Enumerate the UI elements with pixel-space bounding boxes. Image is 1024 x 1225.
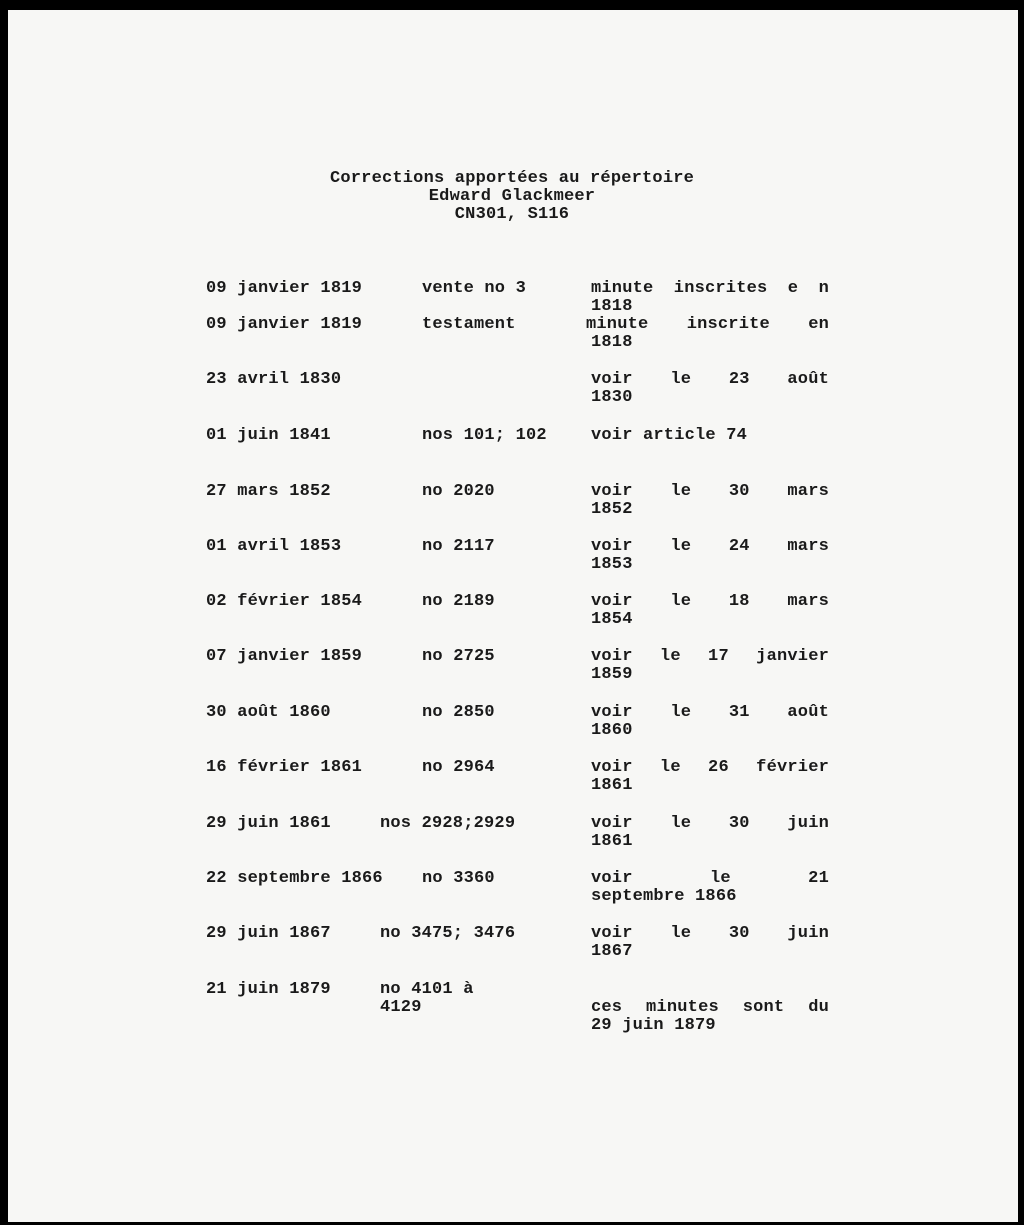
entry-note: [591, 870, 829, 906]
entry-ref: nos 2928;2929: [380, 814, 516, 833]
entry-date: 16 février 1861: [206, 758, 363, 777]
entry-note-line2: 1861: [591, 832, 633, 851]
entry-note-line2: 1818: [591, 297, 633, 316]
entry-note-line1: voir le 21: [591, 869, 829, 888]
entry-note-line1: voir le 30 mars: [591, 482, 829, 501]
document-title: Corrections apportées au répertoire: [329, 169, 695, 188]
entry-date: 07 janvier 1859: [206, 647, 363, 666]
entry-note-line1: voir le 30 juin: [591, 924, 829, 943]
entry-note-line2: 1861: [591, 776, 633, 795]
entry-date: 29 juin 1867: [206, 924, 331, 943]
entry-note-line1: voir article 74: [591, 426, 748, 445]
entry-ref: testament: [422, 315, 516, 334]
entry-note-line2: 29 juin 1879: [591, 1016, 716, 1035]
entry-note-line1: voir le 31 août: [591, 703, 829, 722]
document-author: Edward Glackmeer: [428, 187, 596, 206]
entry-date: 01 juin 1841: [206, 426, 331, 445]
entry-ref: no 4101 à: [380, 980, 474, 999]
entry-note-line2: 1853: [591, 555, 633, 574]
entry-note-line1: minute inscrite en: [586, 315, 829, 334]
entry-date: 27 mars 1852: [206, 482, 331, 501]
entry-note: [591, 538, 829, 574]
entry-ref: no 2850: [422, 703, 495, 722]
entry-note: [591, 999, 829, 1035]
entry-ref-continued: 4129: [380, 998, 422, 1017]
entry-note: [591, 925, 829, 961]
entry-note-line1: minute inscrites e n: [591, 279, 829, 298]
entry-note: [591, 483, 829, 519]
entry-note-line2: 1854: [591, 610, 633, 629]
entry-date: 22 septembre 1866: [206, 869, 383, 888]
entry-date: 29 juin 1861: [206, 814, 331, 833]
entry-note-line1: voir le 24 mars: [591, 537, 829, 556]
entry-note-line1: voir le 30 juin: [591, 814, 829, 833]
entry-note-line1: ces minutes sont du: [591, 998, 829, 1017]
entry-ref: no 2964: [422, 758, 495, 777]
entry-date: 23 avril 1830: [206, 370, 342, 389]
entry-date: 09 janvier 1819: [206, 279, 363, 298]
entry-note: [591, 427, 829, 445]
entry-note-line2: 1867: [591, 942, 633, 961]
entry-note-line1: voir le 17 janvier: [591, 647, 829, 666]
entry-ref: no 3475; 3476: [380, 924, 516, 943]
entry-ref: no 2725: [422, 647, 495, 666]
entry-ref: no 2020: [422, 482, 495, 501]
entry-date: 02 février 1854: [206, 592, 363, 611]
entry-note-line2: 1830: [591, 388, 633, 407]
entry-note: [591, 648, 829, 684]
entry-note-line2: 1852: [591, 500, 633, 519]
entry-date: 30 août 1860: [206, 703, 331, 722]
entry-note: [591, 759, 829, 795]
entry-note-line1: voir le 23 août: [591, 370, 829, 389]
entry-note: [591, 280, 829, 316]
entry-ref: vente no 3: [422, 279, 527, 298]
entry-date: 09 janvier 1819: [206, 315, 363, 334]
entry-date: 21 juin 1879: [206, 980, 331, 999]
entry-ref: nos 101; 102: [422, 426, 547, 445]
entry-ref: no 2189: [422, 592, 495, 611]
document-reference: CN301, S116: [454, 205, 570, 224]
entry-note: [591, 371, 829, 407]
entry-note: [586, 316, 829, 352]
entry-date: 01 avril 1853: [206, 537, 342, 556]
entry-note-line2: 1860: [591, 721, 633, 740]
entry-note-line1: voir le 18 mars: [591, 592, 829, 611]
entry-note: [591, 704, 829, 740]
entry-note-line1: voir le 26 février: [591, 758, 829, 777]
entry-note-line2: 1818: [591, 333, 633, 352]
entry-note-line2: 1859: [591, 665, 633, 684]
entry-note: [591, 593, 829, 629]
entry-ref: no 2117: [422, 537, 495, 556]
entry-ref: no 3360: [422, 869, 495, 888]
entry-note: [591, 815, 829, 851]
entry-note-line2: septembre 1866: [591, 887, 737, 906]
